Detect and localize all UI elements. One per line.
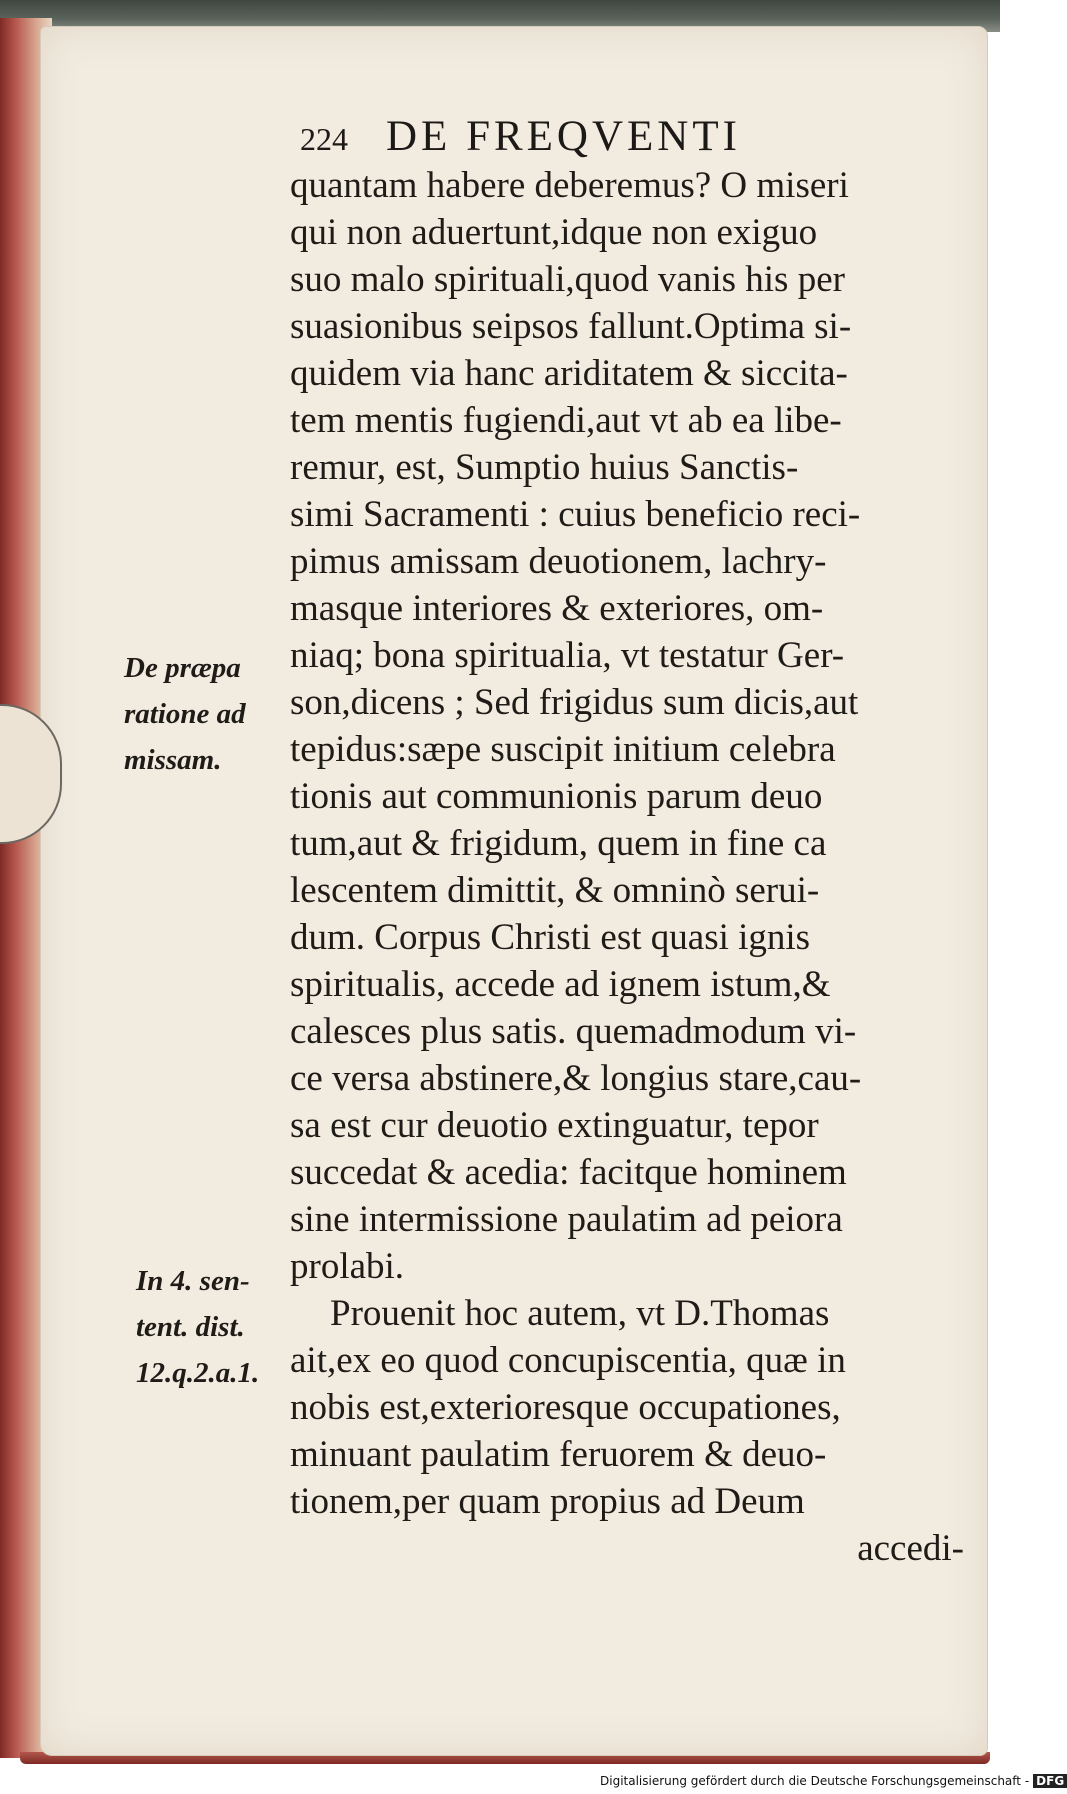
text-line: tem mentis fugiendi,aut vt ab ea libe- <box>290 400 842 441</box>
text-line: nobis est,exterioresque occupationes, <box>290 1387 841 1428</box>
text-line: calesces plus satis. quemadmodum vi- <box>290 1011 857 1052</box>
marginal-note <box>136 1258 296 1396</box>
text-line: qui non aduertunt,idque non exiguo <box>290 212 818 253</box>
marginal-note-line: tent. dist. <box>136 1311 245 1343</box>
text-line: sa est cur deuotio extinguatur, tepor <box>290 1105 819 1146</box>
text-line: remur, est, Sumptio huius Sanctis- <box>290 447 799 488</box>
text-block <box>290 162 964 1572</box>
text-line: Prouenit hoc autem, vt D.Thomas <box>330 1293 830 1334</box>
text-line: ce versa abstinere,& longius stare,cau- <box>290 1058 862 1099</box>
dfg-logo: DFG <box>1033 1774 1067 1788</box>
text-line: ait,ex eo quod concupiscentia, quæ in <box>290 1340 846 1381</box>
text-line: tum,aut & frigidum, quem in fine ca <box>290 823 827 864</box>
credit-text: Digitalisierung gefördert durch die Deutsche Forschungsgemeinschaft - <box>600 1774 1030 1788</box>
marginal-note-line: ratione ad <box>124 698 246 730</box>
text-line: minuant paulatim feruorem & deuo- <box>290 1434 827 1475</box>
running-title: DE FREQVENTI <box>386 113 741 160</box>
text-line: quantam habere deberemus? O miseri <box>290 165 849 206</box>
text-line: tepidus:sæpe suscipit initium celebra <box>290 729 836 770</box>
running-head <box>300 112 860 168</box>
page-number: 224 <box>300 121 348 157</box>
text-line: lescentem dimittit, & omninò serui- <box>290 870 820 911</box>
text-line: tionem,per quam propius ad Deum <box>290 1481 805 1522</box>
text-line: sine intermissione paulatim ad peiora <box>290 1199 843 1240</box>
text-line: masque interiores & exteriores, om- <box>290 588 824 629</box>
text-line: succedat & acedia: facitque hominem <box>290 1152 847 1193</box>
catchword: accedi- <box>857 1528 964 1569</box>
marginal-note-line: In 4. sen- <box>136 1265 250 1297</box>
digitization-credit <box>600 1774 1065 1792</box>
text-line: tionis aut communionis parum deuo <box>290 776 823 817</box>
text-line: dum. Corpus Christi est quasi ignis <box>290 917 811 958</box>
marginal-note <box>124 645 294 783</box>
text-line: suo malo spirituali,quod vanis his per <box>290 259 845 300</box>
text-line: simi Sacramenti : cuius beneficio reci- <box>290 494 861 535</box>
text-line: quidem via hanc ariditatem & siccita- <box>290 353 848 394</box>
text-line: niaq; bona spiritualia, vt testatur Ger- <box>290 635 845 676</box>
text-line: son,dicens ; Sed frigidus sum dicis,aut <box>290 682 859 723</box>
text-line: prolabi. <box>290 1246 405 1287</box>
marginal-note-line: De præpa <box>124 652 241 684</box>
text-line: spiritualis, accede ad ignem istum,& <box>290 964 831 1005</box>
text-line: pimus amissam deuotionem, lachry- <box>290 541 827 582</box>
marginal-note-line: 12.q.2.a.1. <box>136 1357 260 1389</box>
text-line: suasionibus seipsos fallunt.Optima si- <box>290 306 852 347</box>
marginal-note-line: missam. <box>124 744 222 776</box>
